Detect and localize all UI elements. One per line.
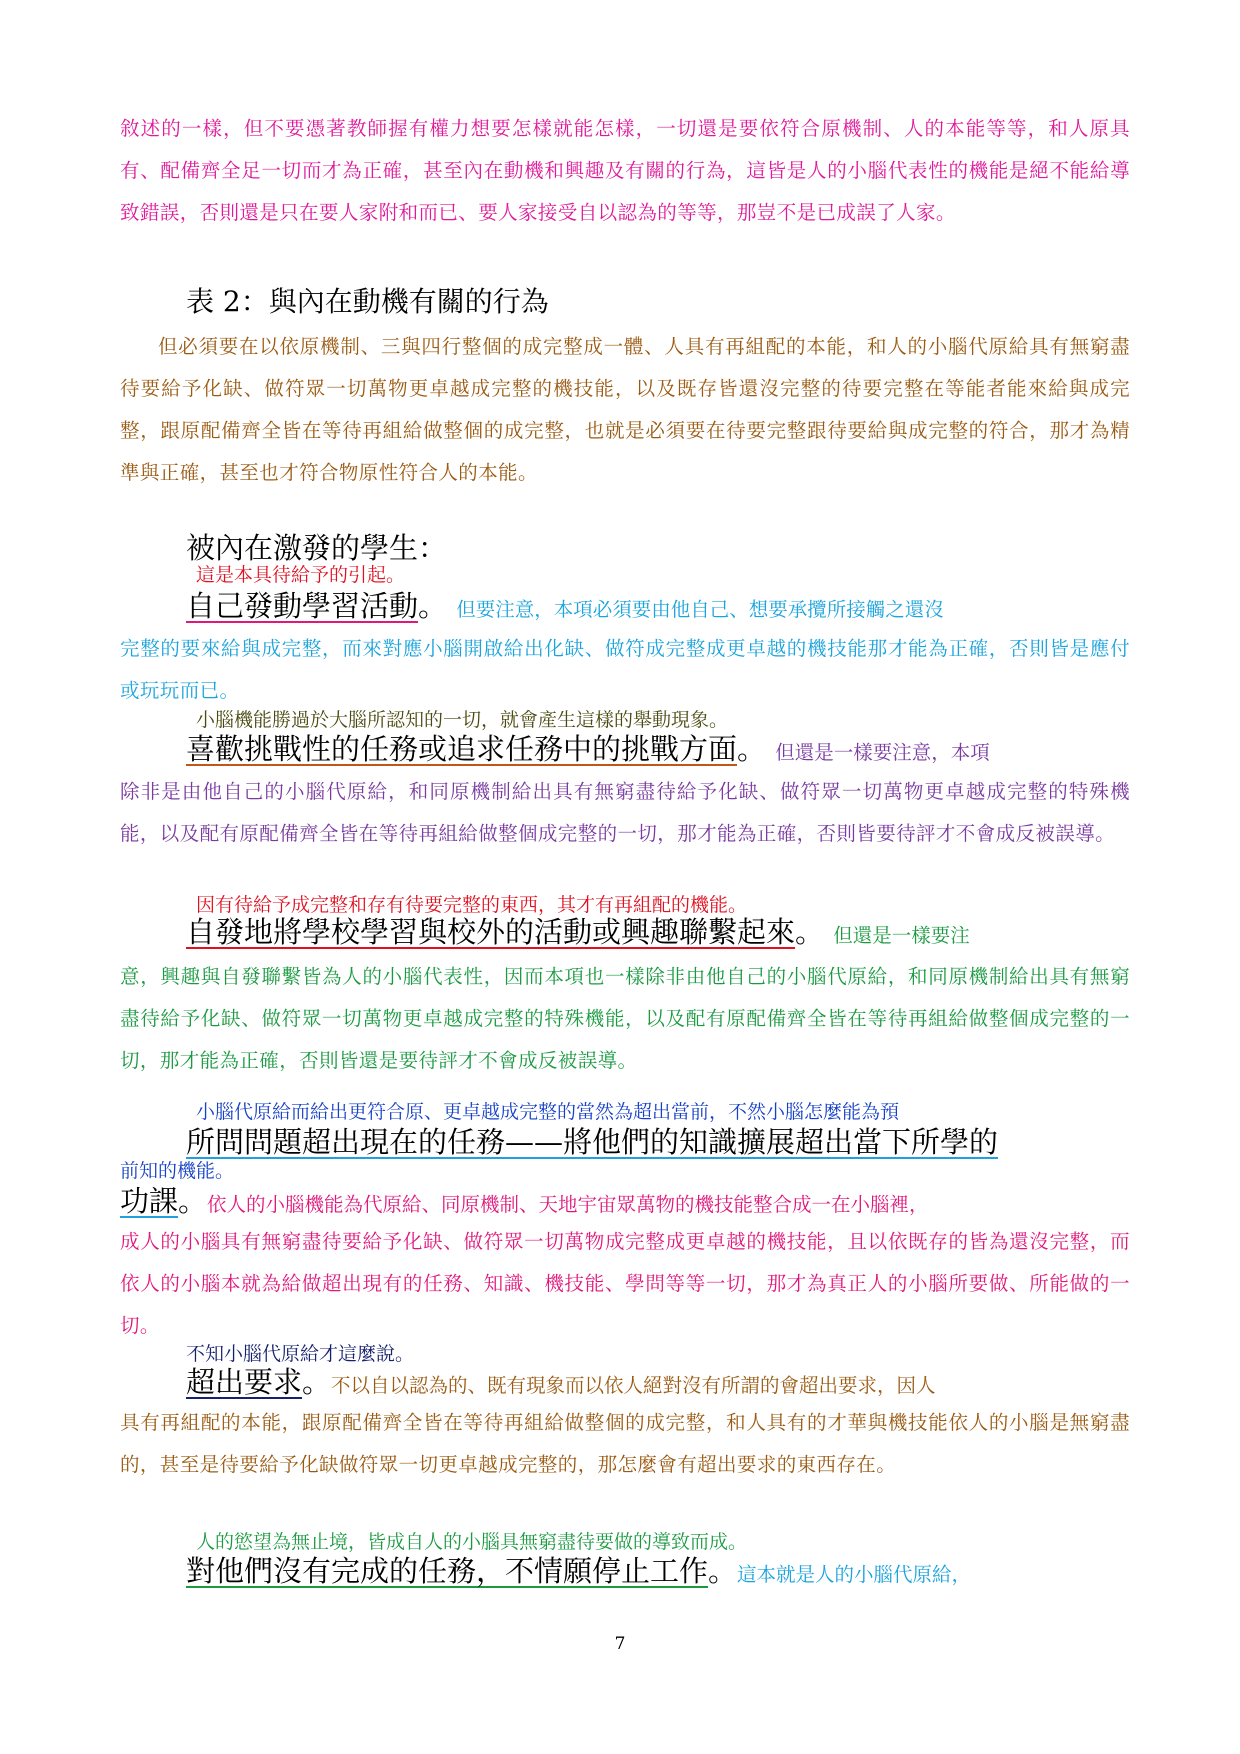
item-6-note: 人的慾望為無止境，皆成自人的小腦具無窮盡待要做的導致而成。	[196, 1531, 748, 1553]
table-paragraph: 但必須要在以依原機制、三與四行整個的成完整成一體、人具有再組配的本能，和人的小腦代原給具有無窮盡待要給予化缺、做符眾一切萬物更卓越成完整的機技能，以及既存皆還沒完整的待要完整在等能者能來給與成完整，跟原配備齊全皆在等待再組給做整個的成完整，也就是必須要在待要完整跟待要給與成完整的符合，那才為精準與正確，甚至也才符合物原性符合人的本能。	[120, 335, 1130, 484]
item-1-heading: 自己發動學習活動	[186, 589, 419, 623]
item-1-body: 完整的要來給與成完整，而來對應小腦開啟給出化缺、做符成完整成更卓越的機技能那才能為正確，否則皆是應付或玩玩而已。	[120, 637, 1130, 702]
item-5-note: 不知小腦代原給才這麼說。	[186, 1343, 415, 1365]
intro-paragraph: 敘述的一樣，但不要憑著教師握有權力想要怎樣就能怎樣，一切還是要依符合原機制、人的本能等等，和人原具有、配備齊全足一切而才為正確，甚至內在動機和興趣及有關的行為，這皆是人的小腦代表性的機能是絕不能給導致錯誤，否則還是只在要人家附和而已、要人家接受自以認為的等等，那豈不是已成誤了人家。	[120, 117, 1130, 224]
item-2-period: 。	[737, 732, 767, 766]
item-5-trail: 不以自以認為的、既有現象而以依人絕對沒有所謂的會超出要求，因人	[331, 1374, 936, 1397]
item-4-heading-cont: 功課	[120, 1184, 179, 1218]
item-5-body: 具有再組配的本能，跟原配備齊全皆在等待再組給做整個的成完整，和人具有的才華與機技能依人的小腦是無窮盡的，甚至是待要給予化缺做符眾一切更卓越成完整的，那怎麼會有超出要求的東西存在。	[120, 1411, 1130, 1476]
table-title: 表 2：與內在動機有關的行為	[186, 285, 549, 318]
item-3-body: 意，興趣與自發聯繫皆為人的小腦代表性，因而本項也一樣除非由他自己的小腦代原給，和同原機制給出具有無窮盡待給予化缺、做符眾一切萬物更卓越成完整的特殊機能，以及配有原配備齊全皆在等待再組給做整個成完整的一切，那才能為正確，否則皆還是要待評才不會成反被誤導。	[120, 965, 1130, 1072]
item-6-trail: 這本就是人的小腦代原給，	[737, 1563, 972, 1586]
item-6-period: 。	[708, 1554, 738, 1588]
item-4-note-cont: 前知的機能。	[120, 1160, 235, 1182]
item-3-period: 。	[795, 915, 825, 949]
item-5-heading-line	[186, 1364, 936, 1404]
item-1-note: 這是本具待給予的引起。	[196, 564, 406, 586]
item-1-period: 。	[418, 589, 448, 623]
item-1-trail: 但要注意，本項必須要由他自己、想要承攬所接觸之還沒	[456, 598, 944, 621]
item-4-heading-cont-line	[120, 1183, 929, 1223]
item-4-period: 。	[178, 1184, 208, 1218]
item-5-period: 。	[302, 1365, 332, 1399]
item-3-note: 因有待給予成完整和存有待要完整的東西，其才有再組配的機能。	[196, 894, 748, 916]
item-1-heading-line	[186, 588, 944, 628]
item-4-note: 小腦代原給而給出更符合原、更卓越成完整的當然為超出當前，不然小腦怎麼能為預	[196, 1101, 900, 1123]
item-4-body: 成人的小腦具有無窮盡待要給予化缺、做符眾一切萬物成完整成更卓越的機技能，且以依既存的皆為還沒完整，而依人的小腦本就為給做超出現有的任務、知識、機技能、學問等等一切，那才為真正人的小腦所要做、所能做的一切。	[120, 1230, 1130, 1337]
item-3-heading: 自發地將學校學習與校外的活動或興趣聯繫起來	[186, 915, 796, 949]
item-2-note: 小腦機能勝過於大腦所認知的一切，就會產生這樣的舉動現象。	[196, 709, 729, 731]
item-2-heading: 喜歡挑戰性的任務或追求任務中的挑戰方面	[186, 732, 738, 766]
item-4-heading-text: 所問問題超出現在的任務——將他們的知識擴展超出當下所學的	[186, 1125, 999, 1159]
item-6-heading: 對他們沒有完成的任務，不情願停止工作	[186, 1554, 709, 1588]
item-2-heading-line	[186, 731, 990, 771]
item-6-heading-line	[186, 1553, 971, 1593]
item-4-trail: 依人的小腦機能為代原給、同原機制、天地宇宙眾萬物的機技能整合成一在小腦裡，	[207, 1193, 929, 1216]
item-5-heading: 超出要求	[186, 1365, 303, 1399]
item-4-heading	[186, 1124, 998, 1160]
item-3-trail: 但還是一樣要注	[833, 924, 970, 947]
section-heading: 被內在激發的學生：	[186, 531, 448, 565]
item-2-trail: 但還是一樣要注意，本項	[775, 741, 990, 764]
page-number: 7	[614, 1634, 626, 1654]
item-2-body: 除非是由他自己的小腦代原給，和同原機制給出具有無窮盡待給予化缺、做符眾一切萬物更卓越成完整的特殊機能，以及配有原配備齊全皆在等待再組給做整個成完整的一切，那才能為正確，否則皆要待評才不會成反被誤導。	[120, 780, 1130, 845]
item-3-heading-line	[186, 914, 970, 954]
